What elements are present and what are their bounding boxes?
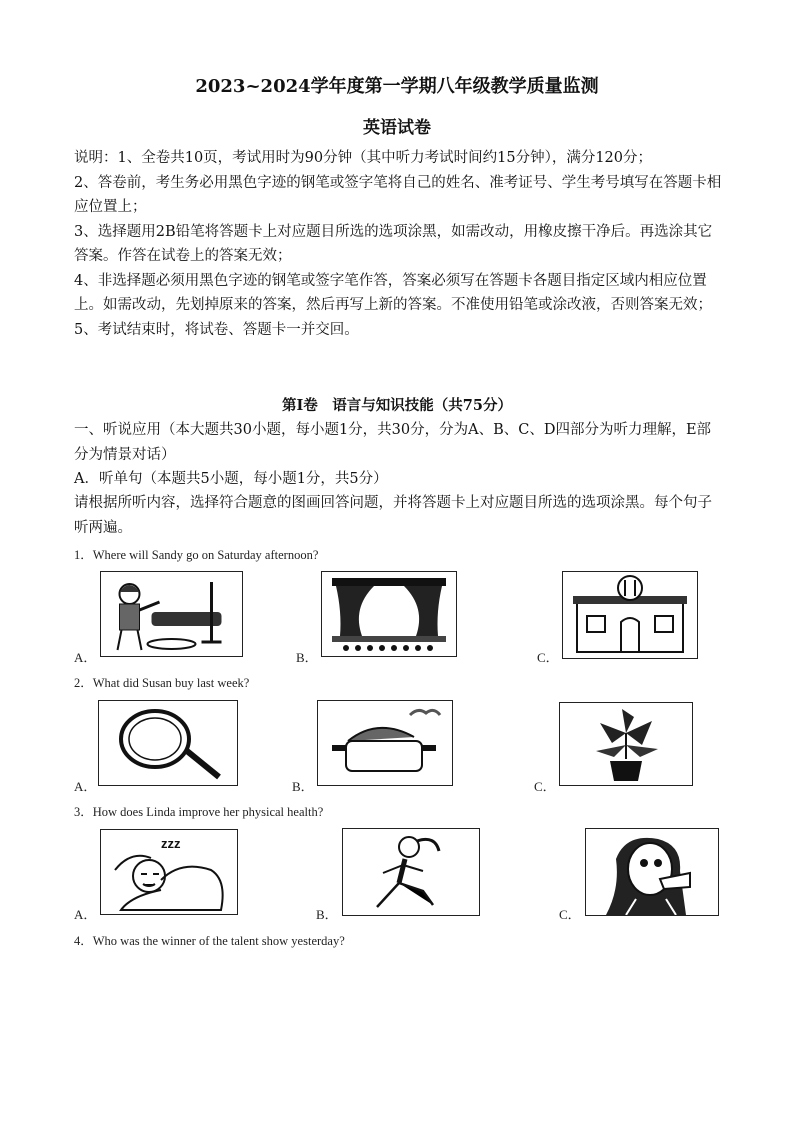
theater-stage-icon[interactable] [321,571,457,657]
question-2: 2．What did Susan buy last week? [74,676,250,690]
question-3: 3．How does Linda improve her physical health? [74,805,324,819]
sleeping-icon[interactable] [100,829,238,915]
q3-option-a-label: A． [74,907,97,922]
exam-subtitle: 英语试卷 [363,118,431,138]
question-4: 4．Who was the winner of the talent show yesterday? [74,934,345,948]
instruction-2: 2、答卷前，考生务必用黑色字迹的钢笔或签字笔将自己的姓名、准考证号、学生考号填写在答题卡相应位置上； [74,174,722,215]
q2-option-c-label: C． [534,779,556,794]
svg-text:zzz: zzz [161,836,181,851]
q3-option-b-label: B． [316,907,338,922]
q1-option-a-label: A． [74,650,97,665]
instruction-4: 4、非选择题必须用黑色字迹的钢笔或签字笔作答，答案必须写在答题卡各题目指定区域内相应位置上。如需改动，先划掉原来的答案，然后再写上新的答案。不准使用铅笔或涂改液，否则答案无效； [74,272,712,313]
drinking-icon[interactable] [585,828,719,916]
instructions [74,146,724,342]
q2-option-b-label: B． [292,779,314,794]
q1-option-c-label: C． [537,650,559,665]
instruction-1: 说明：1、全卷共10页，考试用时为90分钟（其中听力考试时间约15分钟），满分120分； [74,150,653,166]
running-girl-icon[interactable] [342,828,480,916]
q1-option-b-label: B． [296,650,318,665]
cooking-pot-icon[interactable] [317,700,453,786]
part-a-heading: A．听单句（本题共5小题，每小题1分，共5分） [74,471,388,487]
instruction-5: 5、考试结束时，将试卷、答题卡一并交回。 [74,321,359,338]
hairdresser-icon[interactable] [100,571,243,657]
q2-option-a-label: A． [74,779,97,794]
potted-plant-icon[interactable] [559,702,693,786]
question-1: 1．Where will Sandy go on Saturday afternoon? [74,548,319,562]
restaurant-icon[interactable] [562,571,698,659]
part-one-heading: 一、听说应用（本大题共30小题，每小题1分，共30分，分为A、B、C、D四部分为听力理解，E部分为情景对话） [74,422,712,463]
instruction-3: 3、选择题用2B铅笔将答题卡上对应题目所选的选项涂黑，如需改动，用橡皮擦干净后。再选涂其它答案。作答在试卷上的答案无效； [74,223,713,264]
exam-title: 2023~2024学年度第一学期八年级教学质量监测 [195,76,599,97]
hand-mirror-icon[interactable] [98,700,238,786]
q3-option-c-label: C． [559,907,581,922]
part-a-instructions: 请根据所听内容，选择符合题意的图画回答问题，并将答题卡上对应题目所选的选项涂黑。每个句子听两遍。 [74,495,712,536]
section-title: 第Ⅰ卷 语言与知识技能（共75分） [282,397,512,414]
